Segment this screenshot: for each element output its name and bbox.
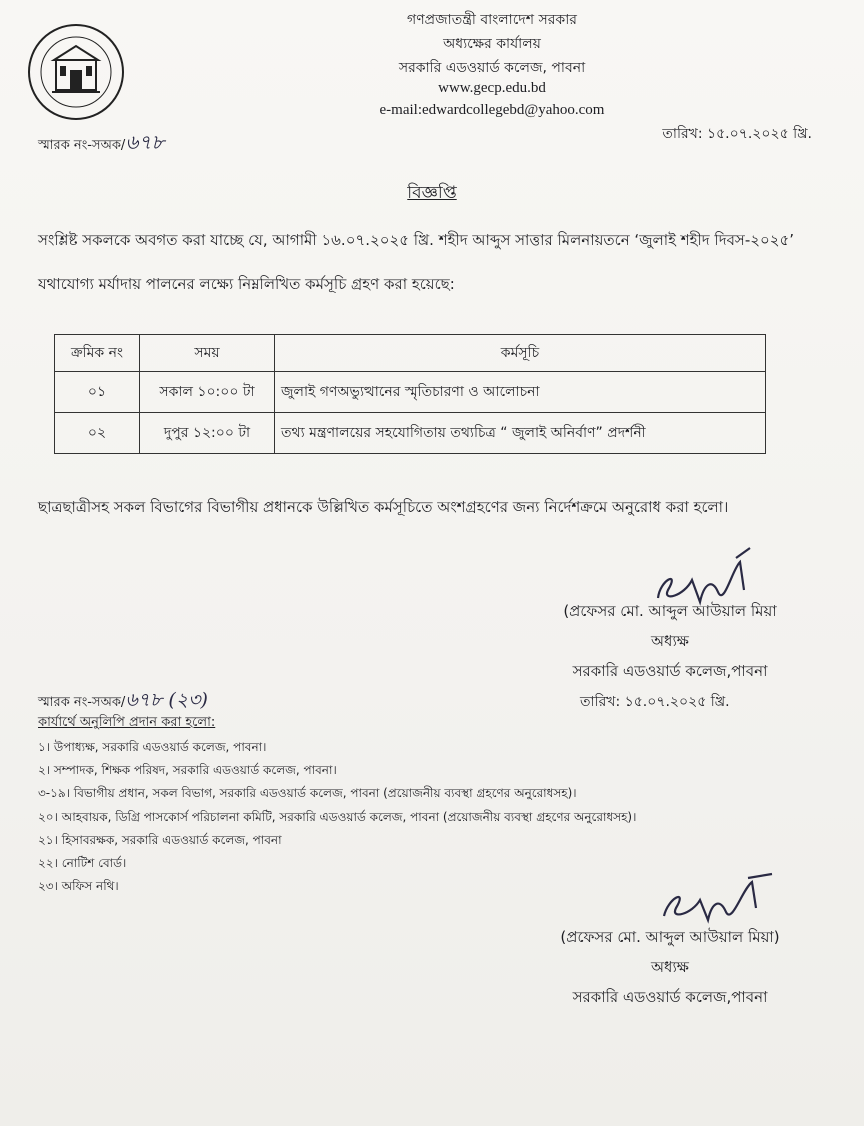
memo-handwritten-number: ৬৭৮ [125, 130, 165, 154]
memo-date: তারিখ: ১৫.০৭.২০২৫ খ্রি. [662, 126, 812, 142]
principal-signature-block-2 [520, 922, 820, 1012]
memo-number [38, 128, 164, 161]
govt-name: গণপ্রজাতন্ত্রী বাংলাদেশ সরকার [407, 12, 577, 28]
list-item: ২৩। অফিস নথি। [38, 879, 119, 894]
list-item: ১। উপাধ্যক্ষ, সরকারি এডওয়ার্ড কলেজ, পাবনা। [38, 740, 267, 754]
principal-name-2: (প্রফেসর মো. আব্দুল আউয়াল মিয়া) [560, 928, 780, 946]
time-cell: দুপুর ১২:০০ টা [140, 413, 275, 454]
list-item: ২১। হিসাবরক্ষক, সরকারি এডওয়ার্ড কলেজ, পাবনা [38, 832, 282, 847]
program-cell: তথ্য মন্ত্রণালয়ের সহযোগিতায় তথ্যচিত্র “ জুলাই অনির্বাণ” প্রদর্শনী [275, 413, 766, 454]
list-item: ২২। নোটিশ বোর্ড। [38, 856, 127, 871]
copy-memo-handwritten: ৬৭৮ (২৩) [125, 689, 208, 711]
college-name-signature-2: সরকারি এডওয়ার্ড কলেজ,পাবনা [572, 988, 768, 1006]
serial-cell: ০১ [55, 372, 140, 413]
col-serial-header: ক্রমিক নং [55, 335, 140, 372]
college-name-signature: সরকারি এডওয়ার্ড কলেজ,পাবনা [572, 662, 768, 680]
notice-closing: ছাত্রছাত্রীসহ সকল বিভাগের বিভাগীয় প্রধানকে উল্লিখিত কর্মসূচিতে অংশগ্রহণের জন্য নির্দেশক্রমে অনুরোধ করা হলো। [38, 498, 729, 516]
principal-designation: অধ্যক্ষ [651, 632, 689, 650]
table-header-row [55, 335, 766, 372]
col-program-header: কর্মসূচি [275, 335, 766, 372]
list-item: ২০। আহবায়ক, ডিগ্রি পাসকোর্স পরিচালনা কমিটি, সরকারি এডওয়ার্ড কলেজ, পাবনা (প্রয়োজনীয় ব্যবস্থা গ্রহণের অনুরোধসহ)। [38, 809, 637, 824]
website-text: www.gecp.edu.bd [438, 80, 546, 96]
table-row [55, 372, 766, 413]
principal-signature-block [520, 596, 820, 686]
table-row [55, 413, 766, 454]
office-name: অধ্যক্ষের কার্যালয় [443, 36, 541, 52]
email-text: e-mail:edwardcollegebd@yahoo.com [379, 102, 605, 118]
principal-designation-2: অধ্যক্ষ [651, 958, 689, 976]
col-time-header: সময় [140, 335, 275, 372]
copy-list [38, 736, 636, 898]
list-item: ২। সম্পাদক, শিক্ষক পরিষদ, সরকারি এডওয়ার্ড কলেজ, পাবনা। [38, 763, 337, 778]
copy-heading: কার্যার্থে অনুলিপি প্রদান করা হলো: [38, 715, 216, 730]
program-table [54, 334, 766, 454]
notice-intro: সংশ্লিষ্ট সকলকে অবগত করা যাচ্ছে যে, আগামী ১৬.০৭.২০২৫ খ্রি. শহীদ আব্দুস সাত্তার মিলনায়তনে ‘জুলাই শহীদ দিবস-২০২৫’ যথাযোগ্য মর্যাদায় পালনের লক্ষ্যে নিম্নলিখিত কর্মসূচি গ্রহণ করা হয়েছে: [38, 231, 794, 293]
principal-name: (প্রফেসর মো. আব্দুল আউয়াল মিয়া [563, 602, 777, 620]
copy-date: তারিখ: ১৫.০৭.২০২৫ খ্রি. [580, 694, 730, 710]
program-cell: জুলাই গণঅভ্যুত্থানের স্মৃতিচারণা ও আলোচনা [275, 372, 766, 413]
list-item: ৩-১৯। বিভাগীয় প্রধান, সকল বিভাগ, সরকারি এডওয়ার্ড কলেজ, পাবনা (প্রয়োজনীয় ব্যবস্থা গ্রহণের অনুরোধসহ)। [38, 786, 577, 801]
copy-memo-label: স্মারক নং-সঅক/ [38, 695, 126, 710]
college-name: সরকারি এডওয়ার্ড কলেজ, পাবনা [398, 60, 586, 76]
memo-label: স্মারক নং-সঅক/ [38, 138, 126, 153]
time-cell: সকাল ১০:০০ টা [140, 372, 275, 413]
notice-title: বিজ্ঞপ্তি [407, 183, 457, 203]
serial-cell: ০২ [55, 413, 140, 454]
